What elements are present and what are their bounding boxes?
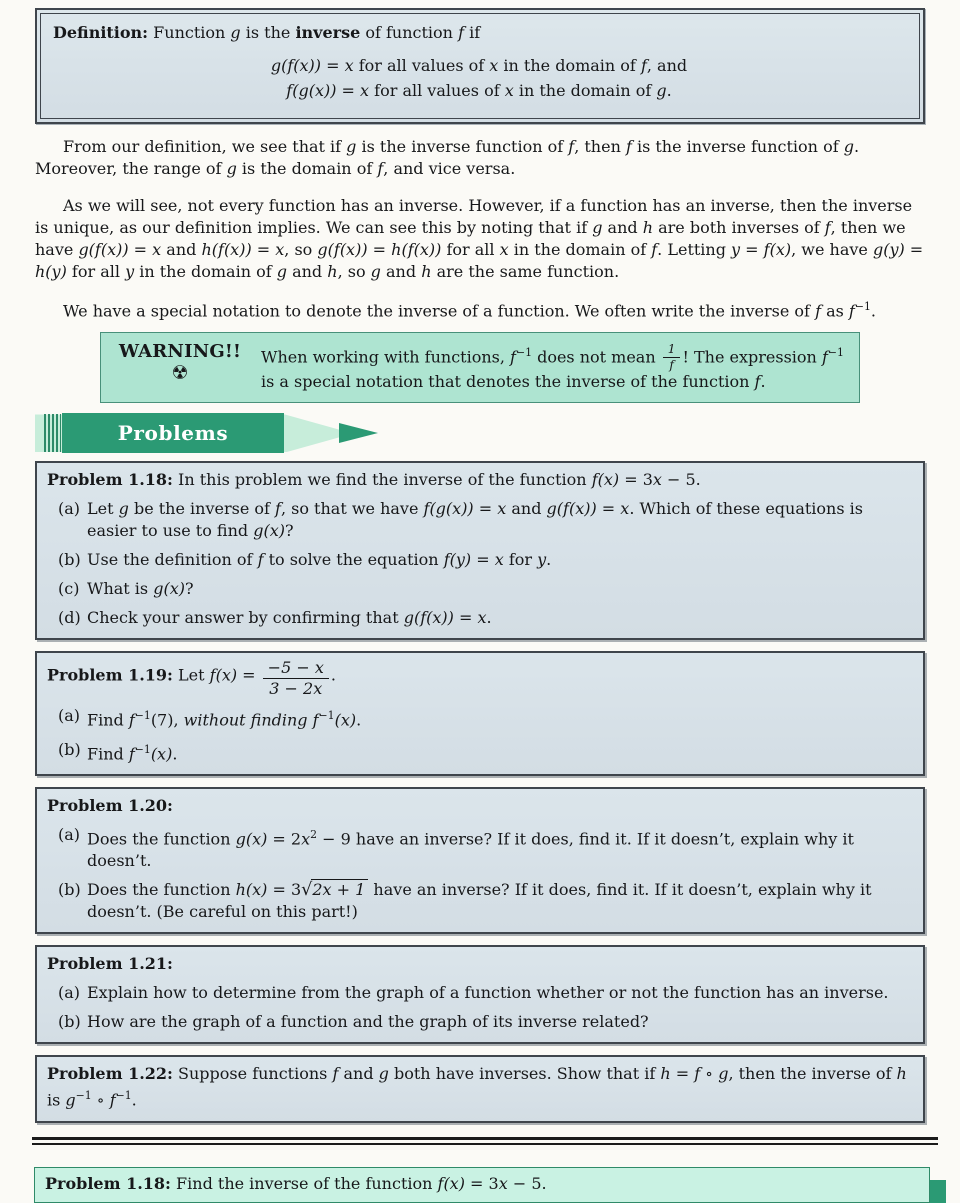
definition-equation-2: f(g(x)) = x for all values of x in the domain of g. (286, 81, 672, 100)
problem-1-21-part-a (47, 982, 911, 1004)
radiation-icon: ☢ (171, 362, 189, 385)
definition-box (35, 8, 925, 124)
problem-box-1-20 (35, 787, 925, 934)
problem-box-1-21 (35, 945, 925, 1044)
paragraph-uniqueness: As we will see, not every function has an inverse. However, if a function has an inverse, then the inverse is unique, as our definition implies. We can see this by noting that if g and h are both inverses of f, then we have g(f(x)) = x and h(f(x)) = x, so g(f(x)) = h(f(x)) for all x in the domain of f. Letting y = f(x), we have g(y) = h(y) for all y in the domain of g and h, so g and h are the same function. (35, 196, 924, 281)
paragraph-inverse-symmetry: From our definition, we see that if g is the inverse function of f, then f is the inverse function of g. Moreover, the range of g is the domain of f, and vice versa. (35, 137, 860, 178)
problems-banner-label: Problems (62, 413, 284, 453)
problem-1-21-part-b (47, 1011, 911, 1033)
part-text: Find $f^{-1}(x)$. (87, 742, 178, 763)
problem-1-18-part-a (47, 498, 911, 542)
problem-restatement-box (34, 1167, 930, 1203)
warning-label-block (105, 341, 255, 393)
problem-1-20-part-b (47, 879, 911, 923)
problem-1-18-title: Problem 1.18: In this problem we find the inverse of the function f(x) = 3x − 5. (47, 470, 701, 490)
part-text: Does the function $g(x) = 2x^2 - 9$ have an inverse? If it does, find it. If it doesn’t, explain why it doesn’t. (87, 827, 854, 871)
part-label: (b) (58, 1012, 81, 1032)
problem-1-22-title: Problem 1.22: Suppose functions f and g both have inverses. Show that if h = f ∘ g, then the inverse of h is $g^{-1}$ ∘ $f^{-1}$. (47, 1064, 907, 1110)
problems-banner (35, 413, 395, 453)
problem-box-1-22 (35, 1055, 925, 1122)
definition-equations (53, 55, 905, 102)
part-label: (b) (58, 739, 81, 759)
part-text: Use the definition of f to solve the equation f(y) = x for y. (87, 550, 552, 570)
part-label: (a) (58, 824, 81, 844)
definition-intro: Definition: Function g is the inverse of function f if (53, 23, 481, 42)
warning-text: When working with functions, $f^{-1}$ does not mean $\frac{1}{f}$ ! The expression $f^{-1}$ is a special notation that denotes the inverse of the function f. (261, 341, 844, 392)
part-label: (a) (58, 706, 81, 726)
problem-1-19-part-b (47, 739, 911, 765)
part-text: Check your answer by confirming that g(f(x)) = x. (87, 608, 492, 628)
problem-1-19-part-a (47, 705, 911, 731)
warning-label: WARNING!! (118, 341, 242, 363)
part-label: (a) (58, 983, 81, 1003)
part-text: Find $f^{-1}(7)$, without finding $f^{-1}(x)$. (87, 709, 362, 730)
problem-1-20-part-a (47, 824, 911, 872)
problem-1-18-part-c (47, 578, 911, 600)
part-label: (b) (58, 550, 81, 570)
pencil-eraser-lines (42, 414, 61, 452)
warning-box (100, 332, 860, 403)
part-text: Let g be the inverse of f, so that we have f(g(x)) = x and g(f(x)) = x. Which of these equations is easier to use to find g(x)? (87, 499, 863, 541)
part-text: What is g(x)? (87, 579, 194, 599)
problem-1-19-title: Problem 1.19: Let f(x) = $\frac{-5 - x}{3 - 2x}$ . (47, 658, 336, 699)
problem-box-1-18 (35, 461, 925, 640)
part-text: How are the graph of a function and the graph of its inverse related? (87, 1012, 649, 1032)
part-text: Does the function h(x) = 3√2x + 1 have an inverse? If it does, find it. If it doesn’t, explain why it doesn’t. (Be careful on this part!) (87, 880, 872, 922)
part-label: (c) (58, 579, 80, 599)
definition-box-inner (40, 13, 920, 119)
problem-1-21-title: Problem 1.21: (47, 954, 173, 974)
paragraph-notation: We have a special notation to denote the inverse of a function. We often write the inverse of f as $f^{-1}$. (63, 300, 876, 321)
problem-restatement-text: Problem 1.18: Find the inverse of the function f(x) = 3x − 5. (45, 1173, 547, 1193)
pencil-tip-icon (339, 423, 378, 443)
problem-1-20-title: Problem 1.20: (47, 795, 173, 815)
part-label: (b) (58, 880, 81, 900)
part-text: Explain how to determine from the graph of a function whether or not the function has an inverse. (87, 983, 889, 1003)
problem-box-1-19 (35, 651, 925, 775)
part-label: (d) (58, 608, 81, 628)
definition-equation-1: g(f(x)) = x for all values of x in the domain of f, and (270, 56, 688, 75)
section-divider (32, 1137, 938, 1145)
problem-1-18-part-d (47, 607, 911, 629)
part-label: (a) (58, 499, 81, 519)
problem-1-18-part-b (47, 549, 911, 571)
